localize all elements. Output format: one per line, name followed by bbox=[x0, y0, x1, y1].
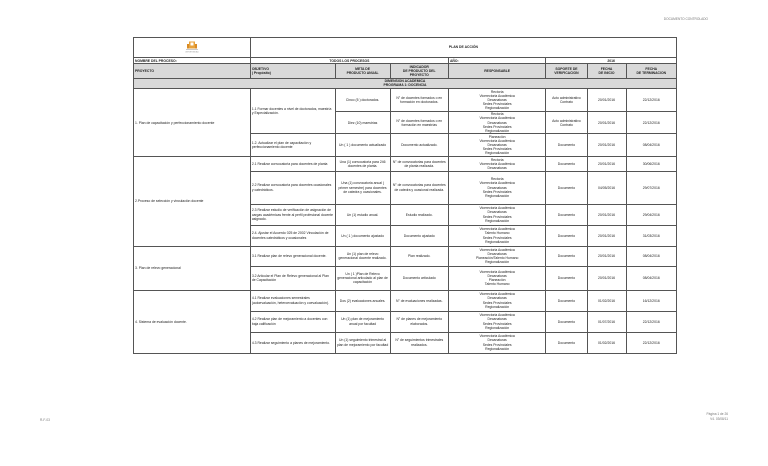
fecha-terminacion-cell: 30/06/2016 bbox=[626, 157, 677, 171]
table-row bbox=[134, 89, 677, 112]
fecha-terminacion-cell: 22/12/2016 bbox=[626, 332, 677, 353]
responsable-cell: Rectoria Vicerectoria Académica Decanaturas Sedes Provinciales Regionalización bbox=[448, 89, 545, 112]
indicador-cell: N° de planes de mejoramiento elaborados. bbox=[390, 311, 448, 332]
responsable-cell: Planeación Vicerectoria Académica Decanaturas Sedes Provinciales Regionalización bbox=[448, 134, 545, 157]
fecha-terminacion-cell: 29/07/2016 bbox=[626, 171, 677, 204]
meta-cell: Un (1) estudio anual. bbox=[335, 204, 390, 225]
meta-cell: Una (1) convocatoria anual ( primer semestre) para docentes de catedra y ocasionales. bbox=[335, 171, 390, 204]
meta-cell: Un (1) seguimiento trimestral al plan de mejoramiento por facultad bbox=[335, 332, 390, 353]
responsable-cell: Vicerectoria Académica Decanaturas Sedes Provinciales Regionalización bbox=[448, 204, 545, 225]
fecha-inicio-cell: 01/02/2016 bbox=[587, 290, 626, 311]
fecha-terminacion-cell: 29/04/2016 bbox=[626, 204, 677, 225]
soporte-cell: Acto administrativo Contrato bbox=[546, 111, 587, 134]
indicador-cell: Documento ajustado bbox=[390, 225, 448, 246]
indicador-cell: N° de docentes formados o en formación en doctorados. bbox=[390, 89, 448, 112]
fecha-terminacion-cell: 16/12/2016 bbox=[626, 290, 677, 311]
page-title: PLAN DE ACCIÓN bbox=[250, 38, 676, 58]
table-row bbox=[134, 290, 677, 311]
col-inicio: FECHA DE INICIO bbox=[587, 64, 626, 78]
university-logo-icon bbox=[182, 41, 202, 53]
objective-text: 2.1 Realizar convocatoria para docentes de planta bbox=[250, 157, 335, 171]
footer-page-info bbox=[707, 412, 728, 421]
soporte-cell: Documento bbox=[546, 157, 587, 171]
document-control-label: DOCUMENTO CONTROLADO bbox=[663, 17, 708, 21]
soporte-cell: Documento bbox=[546, 332, 587, 353]
objective-text: 2.4. Ajustar el Acuerdo 025 de 2002 Vinculación de docentes catedráticos y ocasionales bbox=[250, 225, 335, 246]
responsable-cell: Vicerectoria Académica Decanaturas Planeación/Talento Humano Regionalización bbox=[448, 246, 545, 266]
fecha-inicio-cell: 20/01/2016 bbox=[587, 157, 626, 171]
logo-caption: UNIVERSIDAD bbox=[185, 51, 199, 53]
objective-text: 1.2. Actualizar el plan de capacitación y perfeccionamiento docente bbox=[250, 134, 335, 157]
indicador-cell: Estudio realizado. bbox=[390, 204, 448, 225]
soporte-cell: Documento bbox=[546, 134, 587, 157]
fecha-terminacion-cell: 31/03/2016 bbox=[626, 225, 677, 246]
soporte-cell: Documento bbox=[546, 246, 587, 266]
fecha-terminacion-cell: 22/12/2016 bbox=[626, 89, 677, 112]
responsable-cell: Vicerectoria Académica Decanaturas Sedes Provinciales Regionalización bbox=[448, 290, 545, 311]
year-value: 2016 bbox=[546, 58, 677, 64]
objective-text: 3.1 Realizar plan de relevo generacional docente. bbox=[250, 246, 335, 266]
objective-text: 4.2 Realizar plan de mejoramiento a docentes con baja calificación bbox=[250, 311, 335, 332]
objective-text: 3.2 Articular el Plan de Relevo generacional al Plan de Capacitación bbox=[250, 266, 335, 290]
indicador-cell: Documento actualizado. bbox=[390, 134, 448, 157]
responsable-cell: Vicerectoria Académica Decanaturas Sedes Provinciales Regionalización bbox=[448, 311, 545, 332]
meta-cell: Dos (2) evaluaciones anuales. bbox=[335, 290, 390, 311]
soporte-cell: Documento bbox=[546, 171, 587, 204]
responsable-cell: Rectoria Vicerectoria Académica Decanaturas Sedes Provinciales Regionalización bbox=[448, 171, 545, 204]
col-soporte: SOPORTE DE VERIFICACION bbox=[546, 64, 587, 78]
fecha-inicio-cell: 04/05/2016 bbox=[587, 171, 626, 204]
indicador-cell: N° de docentes formados o en formación en maestrías bbox=[390, 111, 448, 134]
fecha-terminacion-cell: 22/12/2016 bbox=[626, 111, 677, 134]
fecha-terminacion-cell: 08/04/2016 bbox=[626, 134, 677, 157]
soporte-cell: Documento bbox=[546, 311, 587, 332]
indicador-cell: N° de convocatorias para docentes de planta realizada. bbox=[390, 157, 448, 171]
project-name: 1. Plan de capacitación y perfeccionamiento docente bbox=[134, 89, 251, 157]
footer-version: V4. 03/08/11 bbox=[710, 416, 728, 421]
dimension-header: DIMENSION ACADEMICA PROGRAMA 1: DOCENCIA bbox=[134, 78, 677, 88]
fecha-terminacion-cell: 22/12/2016 bbox=[626, 311, 677, 332]
responsable-cell: Vicerectoria Académica Decanaturas Planeación Talento Humano bbox=[448, 266, 545, 290]
logo-cell bbox=[134, 38, 251, 58]
meta-cell: Diez (10) maestrías bbox=[335, 111, 390, 134]
responsable-cell: Vicerectoria Académica Decanaturas Sedes Provinciales Regionalización bbox=[448, 332, 545, 353]
indicador-cell: N° de convocatorias para docentes de catedra y ocasional realizada. bbox=[390, 171, 448, 204]
col-responsable: RESPONSABLE bbox=[448, 64, 545, 78]
objective-text: 2.3 Realizar estudio de verificación de asignación de cargas académicas frente al perfil profesional docente asignado. bbox=[250, 204, 335, 225]
responsable-cell: Rectoria Vicerectoria Académica Decanaturas Sedes Provinciales Regionalización bbox=[448, 111, 545, 134]
meta-cell: Un ( 1 ) documento ajustado bbox=[335, 225, 390, 246]
objective-text: 4.1 Realizar evaluaciones semestrales (autoevaluación, heteroevaluación y coevaluación). bbox=[250, 290, 335, 311]
fecha-inicio-cell: 20/01/2016 bbox=[587, 204, 626, 225]
meta-cell: Un (1) plan de relevo generacional docente realizado. bbox=[335, 246, 390, 266]
project-name: 3. Plan de relevo generacional bbox=[134, 246, 251, 290]
fecha-inicio-cell: 20/01/2016 bbox=[587, 89, 626, 112]
soporte-cell: Documento bbox=[546, 225, 587, 246]
project-name: 4. Sistema de evaluación docente. bbox=[134, 290, 251, 353]
soporte-cell: Documento bbox=[546, 290, 587, 311]
indicador-cell: Documento articulado bbox=[390, 266, 448, 290]
soporte-cell: Acto administrativo Contrato bbox=[546, 89, 587, 112]
fecha-terminacion-cell: 08/04/2016 bbox=[626, 246, 677, 266]
col-indicador: INDICADOR DE PRODUCTO DEL PROYECTO bbox=[390, 64, 448, 78]
process-value: TODOS LOS PROCESOS bbox=[250, 58, 448, 64]
meta-cell: Un ( 1 ) documento actualizado bbox=[335, 134, 390, 157]
col-proyecto: PROYECTO bbox=[134, 64, 251, 78]
col-meta: META DE PRODUCTO ANUAL bbox=[335, 64, 390, 78]
indicador-cell: Plan realizado. bbox=[390, 246, 448, 266]
responsable-cell: Vicerectoria Académica Talento Humano Sedes Provinciales Regionalización bbox=[448, 225, 545, 246]
fecha-terminacion-cell: 08/04/2016 bbox=[626, 266, 677, 290]
objective-text: 4.3 Realizar seguimiento a planes de mejoramiento. bbox=[250, 332, 335, 353]
objective-text: 1.1 Formar docentes a nivel de doctorados, maestría y Especialización. bbox=[250, 89, 335, 134]
responsable-cell: Rectoria Vicerectoria Académica Decanaturas bbox=[448, 157, 545, 171]
table-row bbox=[134, 246, 677, 266]
soporte-cell: Documento bbox=[546, 204, 587, 225]
soporte-cell: Documento bbox=[546, 266, 587, 290]
project-name: 2.Proceso de selección y vinculación docente bbox=[134, 157, 251, 246]
meta-cell: Un (1) plan de mejoramiento anual por facultad bbox=[335, 311, 390, 332]
fecha-inicio-cell: 20/01/2016 bbox=[587, 111, 626, 134]
year-label: AÑO: bbox=[448, 58, 545, 64]
fecha-inicio-cell: 20/01/2016 bbox=[587, 134, 626, 157]
indicador-cell: N° de evaluaciones realizadas. bbox=[390, 290, 448, 311]
fecha-inicio-cell: 20/01/2016 bbox=[587, 225, 626, 246]
meta-cell: Un ( 1 )Plan de Relevo generacional articulado al plan de capacitación bbox=[335, 266, 390, 290]
col-terminacion: FECHA DE TERMINACION bbox=[626, 64, 677, 78]
table-row bbox=[134, 157, 677, 171]
action-plan-table bbox=[133, 37, 677, 354]
fecha-inicio-cell: 01/07/2016 bbox=[587, 311, 626, 332]
process-label: NOMBRE DEL PROCESO: bbox=[134, 58, 251, 64]
meta-cell: Una (1) convocatoria para 246 docentes de planta. bbox=[335, 157, 390, 171]
footer-code: R-F-03 bbox=[40, 418, 50, 422]
fecha-inicio-cell: 20/01/2016 bbox=[587, 266, 626, 290]
meta-cell: Cinco (5 ) doctorados. bbox=[335, 89, 390, 112]
fecha-inicio-cell: 01/02/2016 bbox=[587, 332, 626, 353]
fecha-inicio-cell: 20/01/2016 bbox=[587, 246, 626, 266]
objective-text: 2.2 Realizar convocatoria para docentes ocasionales y catedráticos. bbox=[250, 171, 335, 204]
footer-page: Página 1 de 26 bbox=[706, 412, 728, 416]
col-objetivo: OBJETIVO ( Propósito) bbox=[250, 64, 335, 78]
indicador-cell: N° de seguimientos trimestrales realizados. bbox=[390, 332, 448, 353]
